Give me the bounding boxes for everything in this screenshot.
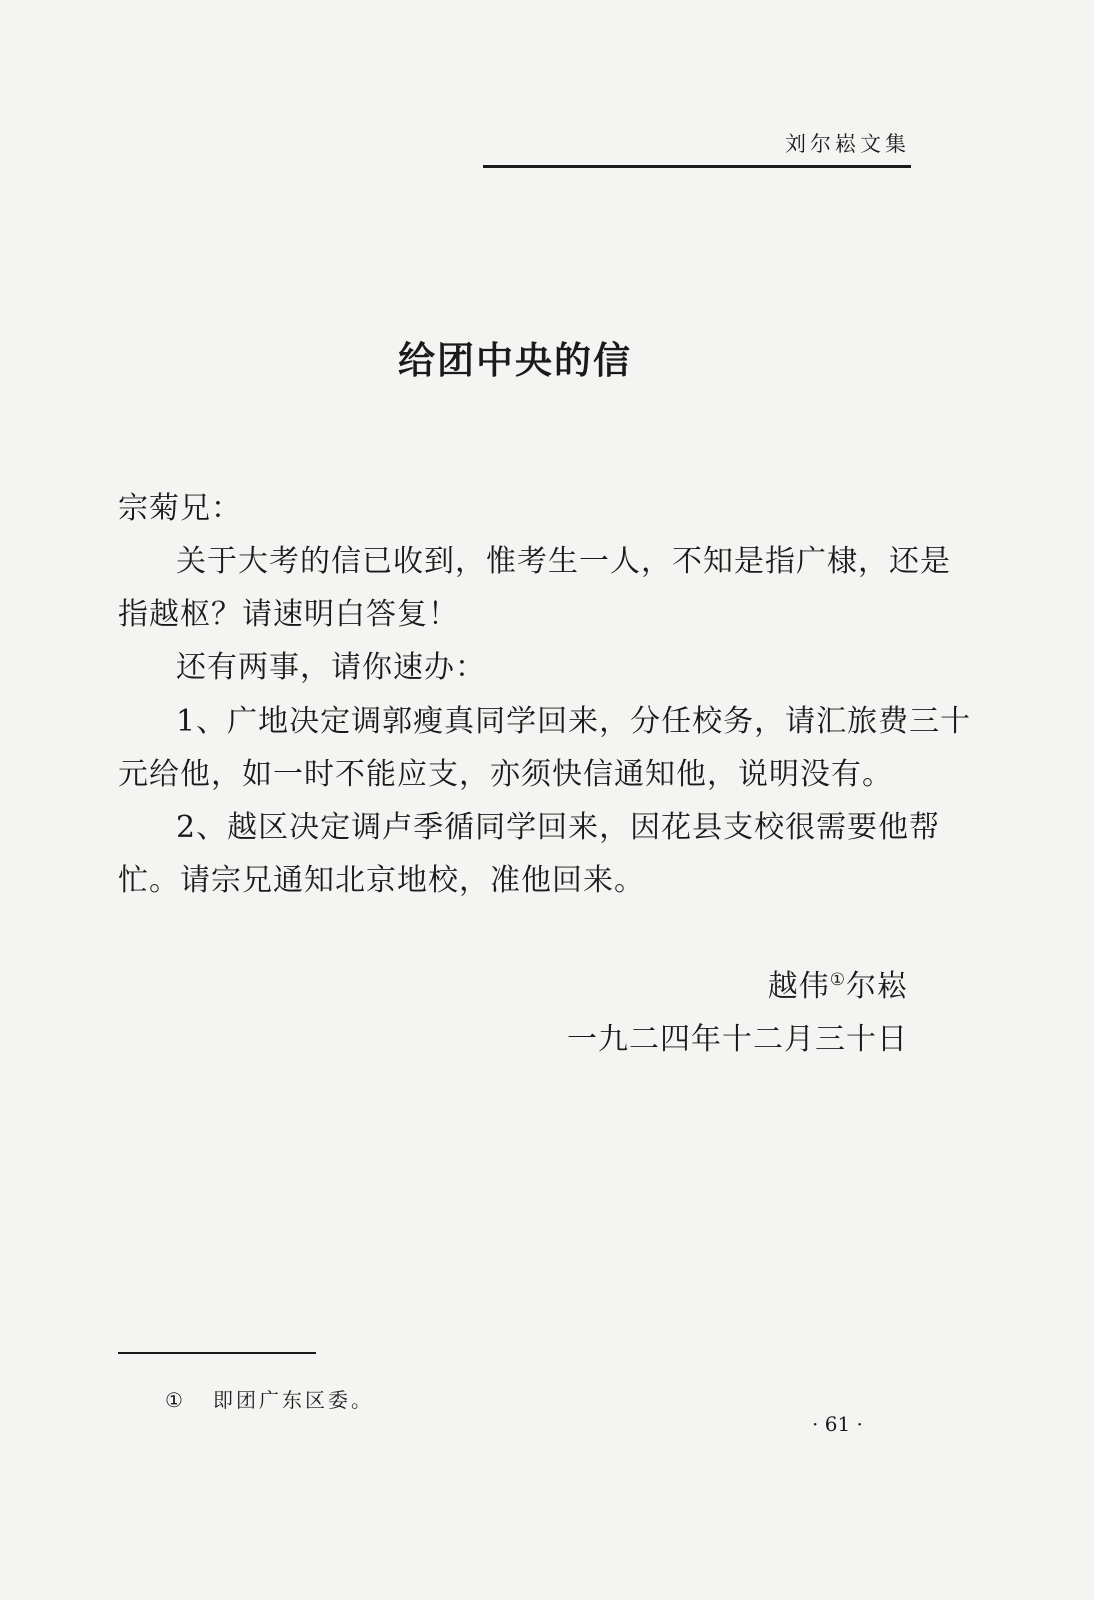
signature <box>768 968 908 1006</box>
signature-name-part-2: 尔崧 <box>846 969 908 1004</box>
paragraph-1-line-2: 指越枢？请速明白答复！ <box>118 597 459 632</box>
footnote <box>165 1384 374 1413</box>
footnote-text: 即团广东区委。 <box>213 1388 374 1412</box>
running-head: 刘尔崧文集 <box>785 132 910 156</box>
footnote-mark: ① <box>165 1388 186 1412</box>
footnote-rule <box>118 1352 316 1354</box>
page-number: · 61 · <box>812 1412 863 1436</box>
header-rule <box>483 165 911 168</box>
signature-name-part-1: 越伟 <box>767 969 830 1004</box>
footnote-reference: ① <box>829 970 846 990</box>
paragraph-1-line-1: 关于大考的信已收到，惟考生一人，不知是指广棣，还是 <box>176 544 951 579</box>
paragraph-4-line-1: 2、越区决定调卢季循同学回来，因花县支校很需要他帮 <box>176 810 941 845</box>
paragraph-3-line-2: 元给他，如一时不能应支，亦须快信通知他，说明没有。 <box>118 757 893 792</box>
salutation: 宗菊兄： <box>118 491 242 526</box>
letter-title: 给团中央的信 <box>398 339 632 382</box>
paragraph-2-line-1: 还有两事，请你速办： <box>176 650 486 685</box>
letter-date: 一九二四年十二月三十日 <box>567 1022 908 1057</box>
paragraph-4-line-2: 忙。请宗兄通知北京地校，准他回来。 <box>118 863 645 898</box>
paragraph-3-line-1: 1、广地决定调郭瘦真同学回来，分任校务，请汇旅费三十 <box>176 704 972 739</box>
